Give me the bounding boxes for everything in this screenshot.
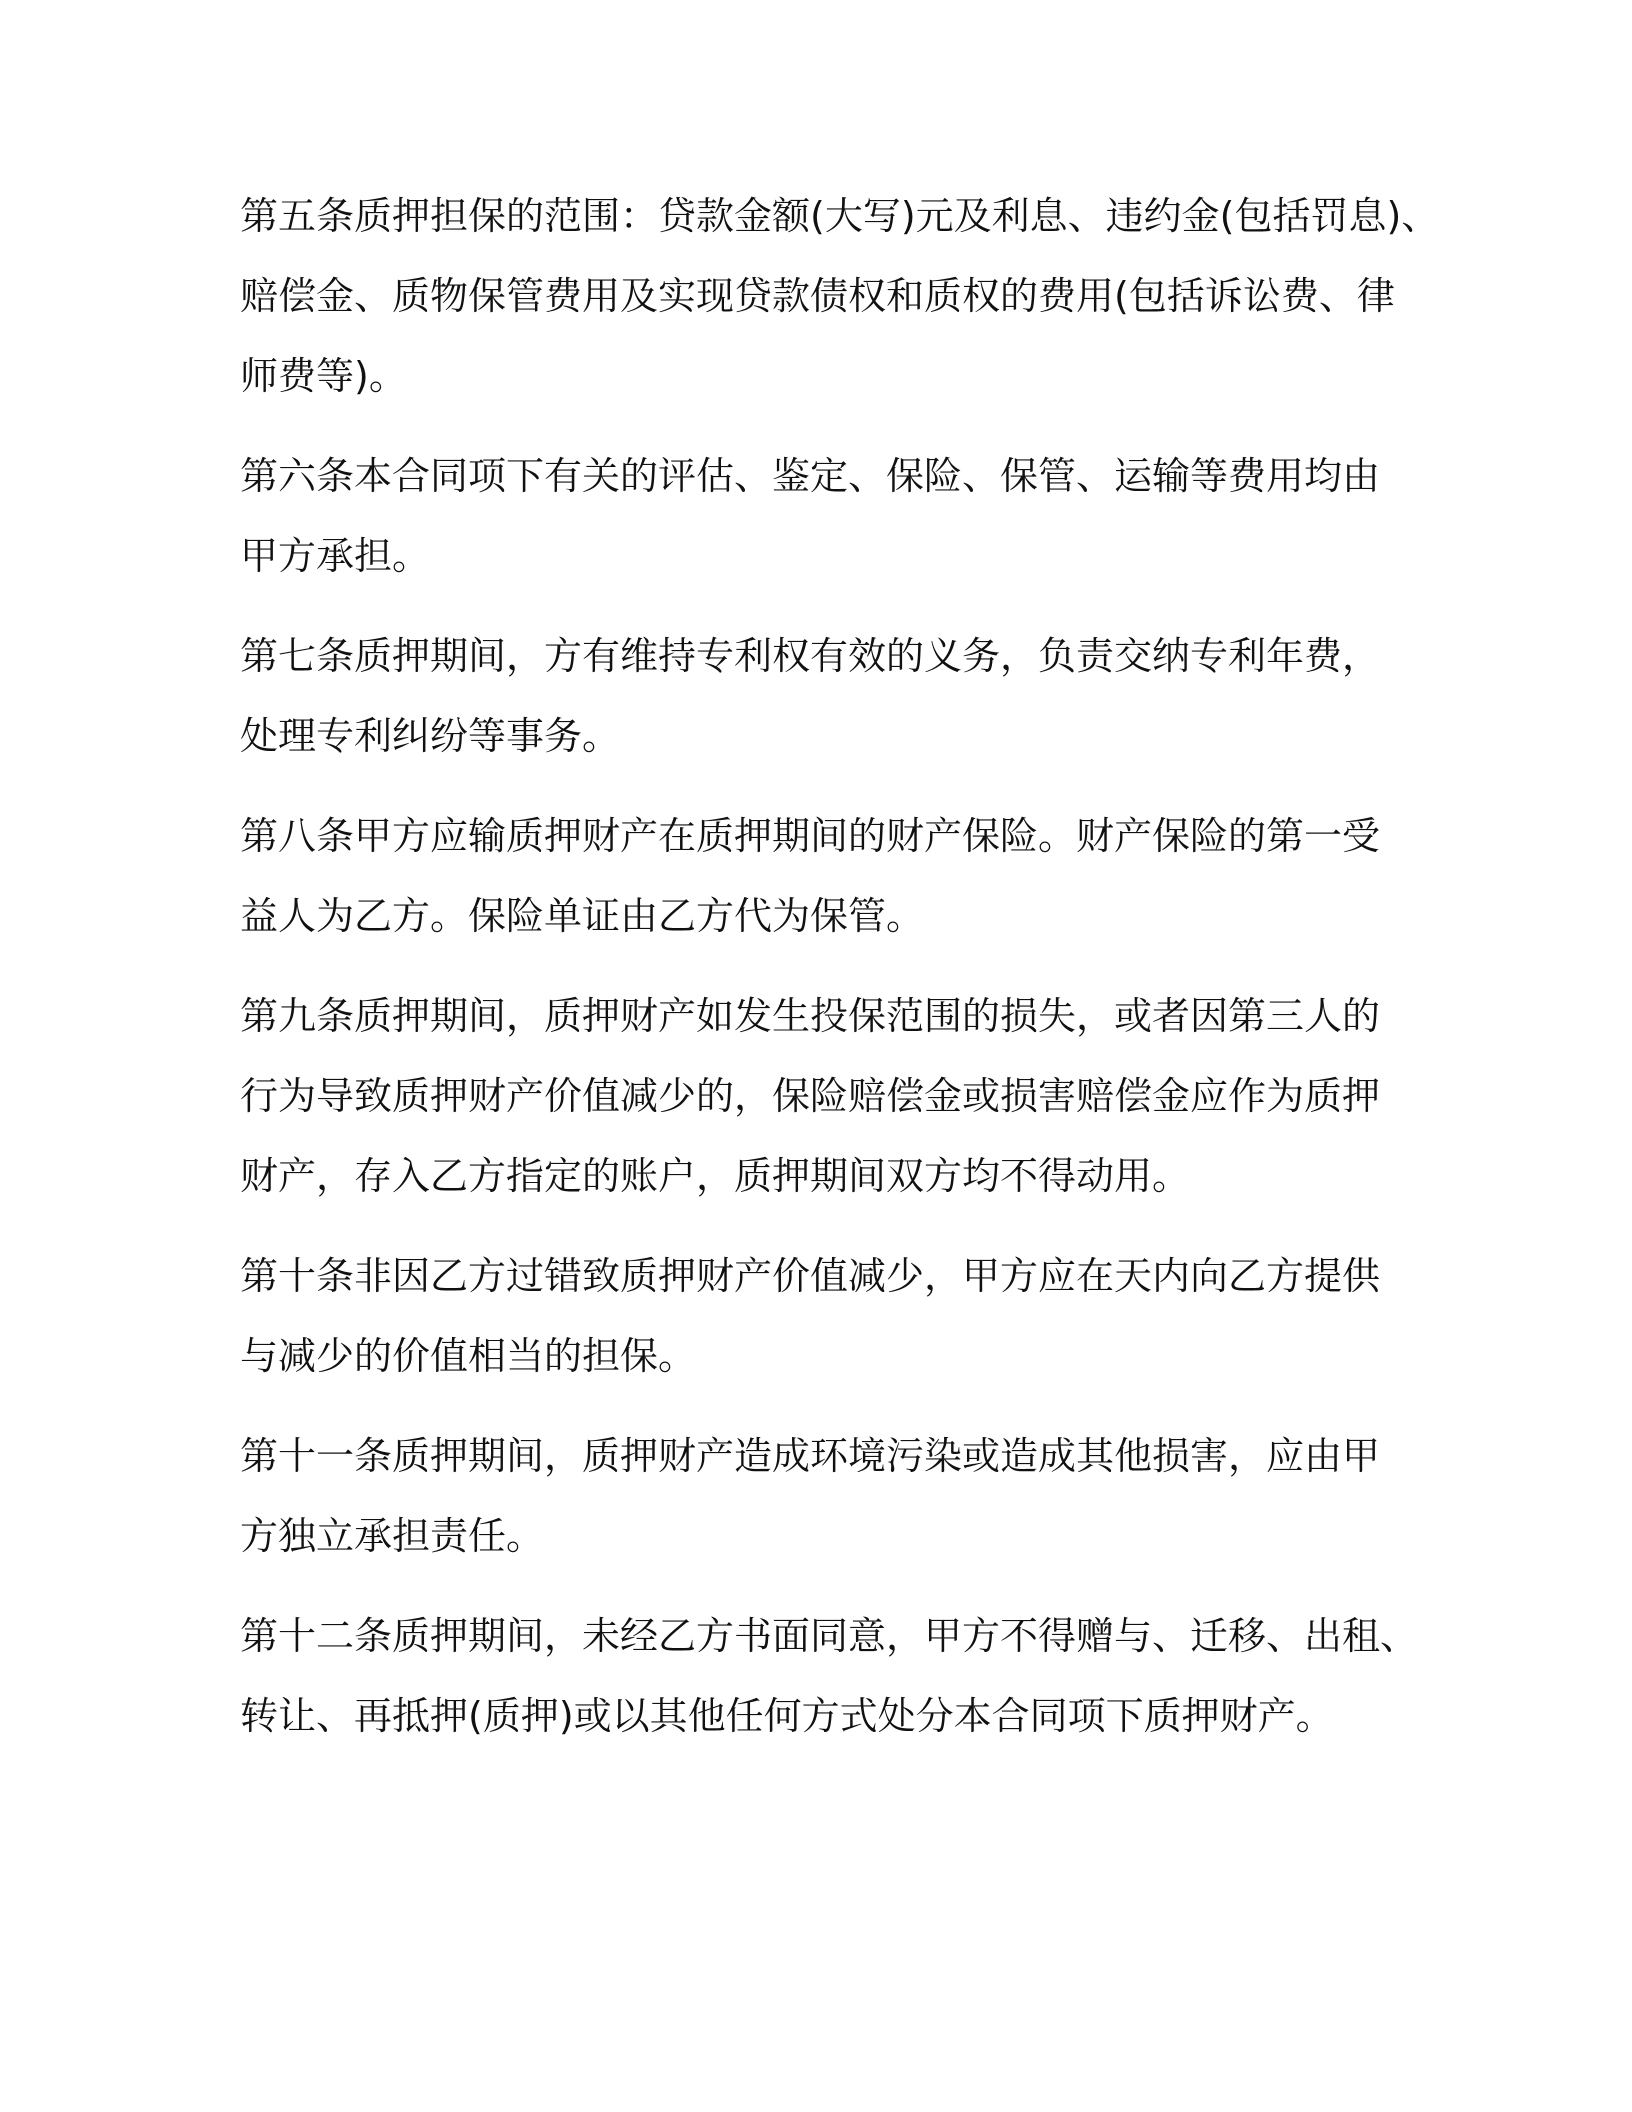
clause-7-line-2: 处理专利纠纷等事务。 — [240, 714, 621, 758]
clause-8-line-1: 第八条甲方应输质押财产在质押期间的财产保险。财产保险的第一受 — [240, 814, 1381, 858]
document-body — [240, 176, 1440, 1776]
clause-5 — [240, 176, 1440, 416]
clause-10-line-2: 与减少的价值相当的担保。 — [240, 1334, 697, 1378]
clause-5-line-3: 师费等)。 — [240, 354, 407, 398]
clause-12-line-1: 第十二条质押期间，未经乙方书面同意，甲方不得赠与、迁移、出租、 — [240, 1614, 1419, 1658]
clause-12 — [240, 1596, 1425, 1756]
clause-11 — [240, 1416, 1425, 1576]
clause-6 — [240, 436, 1425, 596]
clause-9-line-2: 行为导致质押财产价值减少的，保险赔偿金或损害赔偿金应作为质押 — [240, 1074, 1381, 1118]
clause-11-line-1: 第十一条质押期间，质押财产造成环境污染或造成其他损害，应由甲 — [240, 1434, 1381, 1478]
clause-9 — [240, 976, 1425, 1216]
clause-11-line-2: 方独立承担责任。 — [240, 1514, 545, 1558]
clause-9-line-1: 第九条质押期间，质押财产如发生投保范围的损失，或者因第三人的 — [240, 994, 1381, 1038]
clause-9-line-3: 财产，存入乙方指定的账户，质押期间双方均不得动用。 — [240, 1154, 1191, 1198]
clause-8 — [240, 796, 1425, 956]
clause-8-line-2: 益人为乙方。保险单证由乙方代为保管。 — [240, 894, 925, 938]
clause-7-line-1: 第七条质押期间，方有维持专利权有效的义务，负责交纳专利年费， — [240, 634, 1381, 678]
clause-12-line-2: 转让、再抵押(质押)或以其他任何方式处分本合同项下质押财产。 — [240, 1694, 1334, 1738]
clause-6-line-1: 第六条本合同项下有关的评估、鉴定、保险、保管、运输等费用均由 — [240, 454, 1381, 498]
clause-10 — [240, 1236, 1425, 1396]
clause-7 — [240, 616, 1425, 776]
clause-5-line-2: 赔偿金、质物保管费用及实现贷款债权和质权的费用(包括诉讼费、律 — [240, 274, 1395, 318]
clause-5-line-1: 第五条质押担保的范围：贷款金额(大写)元及利息、违约金(包括罚息)、 — [240, 194, 1440, 238]
clause-6-line-2: 甲方承担。 — [240, 534, 431, 578]
clause-10-line-1: 第十条非因乙方过错致质押财产价值减少，甲方应在天内向乙方提供 — [240, 1254, 1381, 1298]
